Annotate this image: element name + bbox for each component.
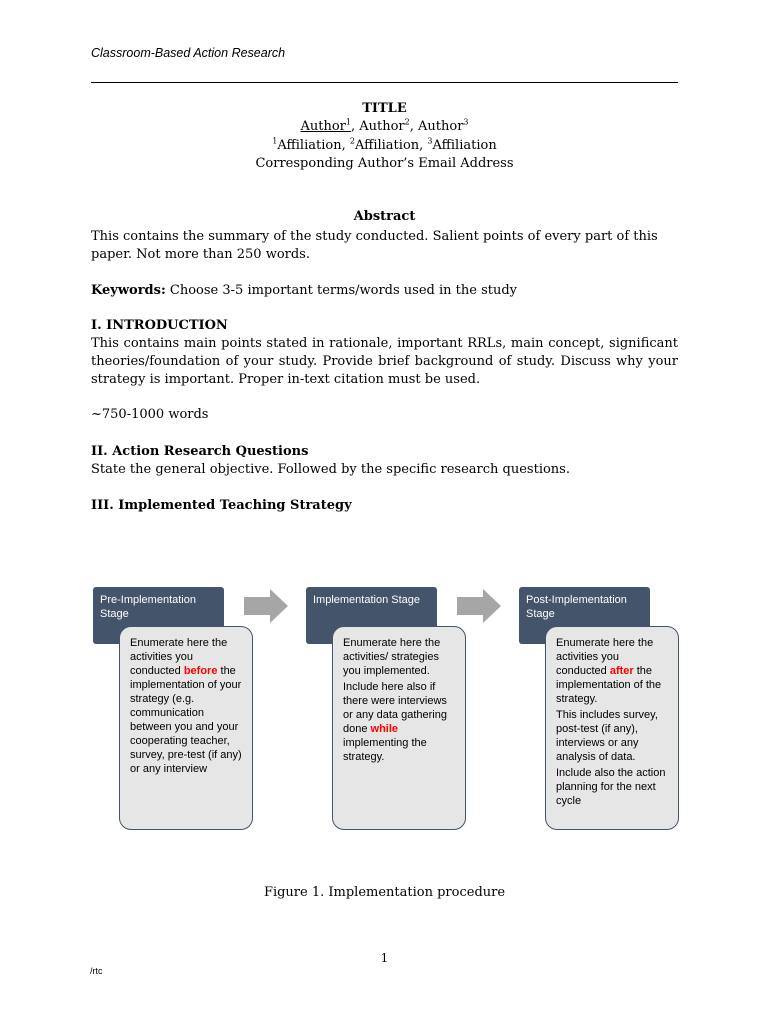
- affiliation-line: $^1$Affiliation, $^2$Affiliation, $^3$Affiliation: [272, 136, 497, 153]
- keywords-text: Choose 3-5 important terms/words used in the study: [169, 283, 518, 298]
- header-rule: [91, 82, 678, 83]
- author-2: Author$^2$: [359, 117, 410, 134]
- introduction-heading: I. INTRODUCTION: [91, 318, 228, 333]
- footer-note: /rtc: [90, 966, 103, 976]
- keywords-label: Keywords:: [91, 283, 166, 298]
- arrow-right-icon: [244, 589, 288, 623]
- abstract-heading: Abstract: [353, 209, 416, 224]
- keywords: [91, 282, 678, 300]
- questions-heading: II. Action Research Questions: [91, 444, 309, 459]
- author-line: Author$^1$, Author$^2$, Author$^3$: [300, 117, 469, 134]
- strategy-heading: III. Implemented Teaching Strategy: [91, 498, 352, 513]
- stage-pre-implementation-header: Pre-Implementation Stage: [93, 587, 224, 644]
- author-1: Author$^1$: [300, 117, 351, 134]
- page-number: 1: [380, 951, 389, 965]
- card-text: Enumerate here the activities you conducted before the implementation of your strategy (e.g. communication between you and your cooperating teacher, survey, pre-test (if any) or any interview: [130, 637, 242, 775]
- questions-text: State the general objective. Followed by the specific research questions.: [91, 462, 570, 477]
- card-text: This includes survey, post-test (if any), interviews or any analysis of data.: [556, 709, 658, 763]
- card-text: Enumerate here the activities you conducted after the implementation of the strategy.: [556, 637, 662, 705]
- figure-caption: Figure 1. Implementation procedure: [263, 885, 506, 900]
- stage-implementation-card: [332, 626, 466, 830]
- card-text: Enumerate here the activities/ strategies you implemented.: [343, 637, 441, 677]
- stage-implementation-header: Implementation Stage: [306, 587, 437, 644]
- introduction-text: This contains main points stated in rationale, important RRLs, main concept, significant theories/foundation of your study. Provide brief background of study. Discuss why your strategy is important. Proper in-text citation must be used.: [91, 336, 678, 387]
- running-header: Classroom-Based Action Research: [91, 46, 286, 60]
- arrow-right-icon: [457, 589, 501, 623]
- paper-title: TITLE: [362, 101, 407, 116]
- stage-pre-implementation-card: [119, 626, 253, 830]
- abstract-text: This contains the summary of the study conducted. Salient points of every part of this paper. Not more than 250 words.: [91, 229, 658, 262]
- author-3: Author$^3$: [418, 117, 469, 134]
- stage-post-implementation-card: [545, 626, 679, 830]
- corresponding-email: Corresponding Author’s Email Address: [255, 156, 514, 171]
- card-text: Include here also if there were interviews or any data gathering done while implementing the strategy.: [343, 681, 447, 763]
- word-count: ~750-1000 words: [91, 407, 209, 422]
- stage-post-implementation-header: Post-Implementation Stage: [519, 587, 650, 644]
- card-text: Include also the action planning for the next cycle: [556, 767, 666, 807]
